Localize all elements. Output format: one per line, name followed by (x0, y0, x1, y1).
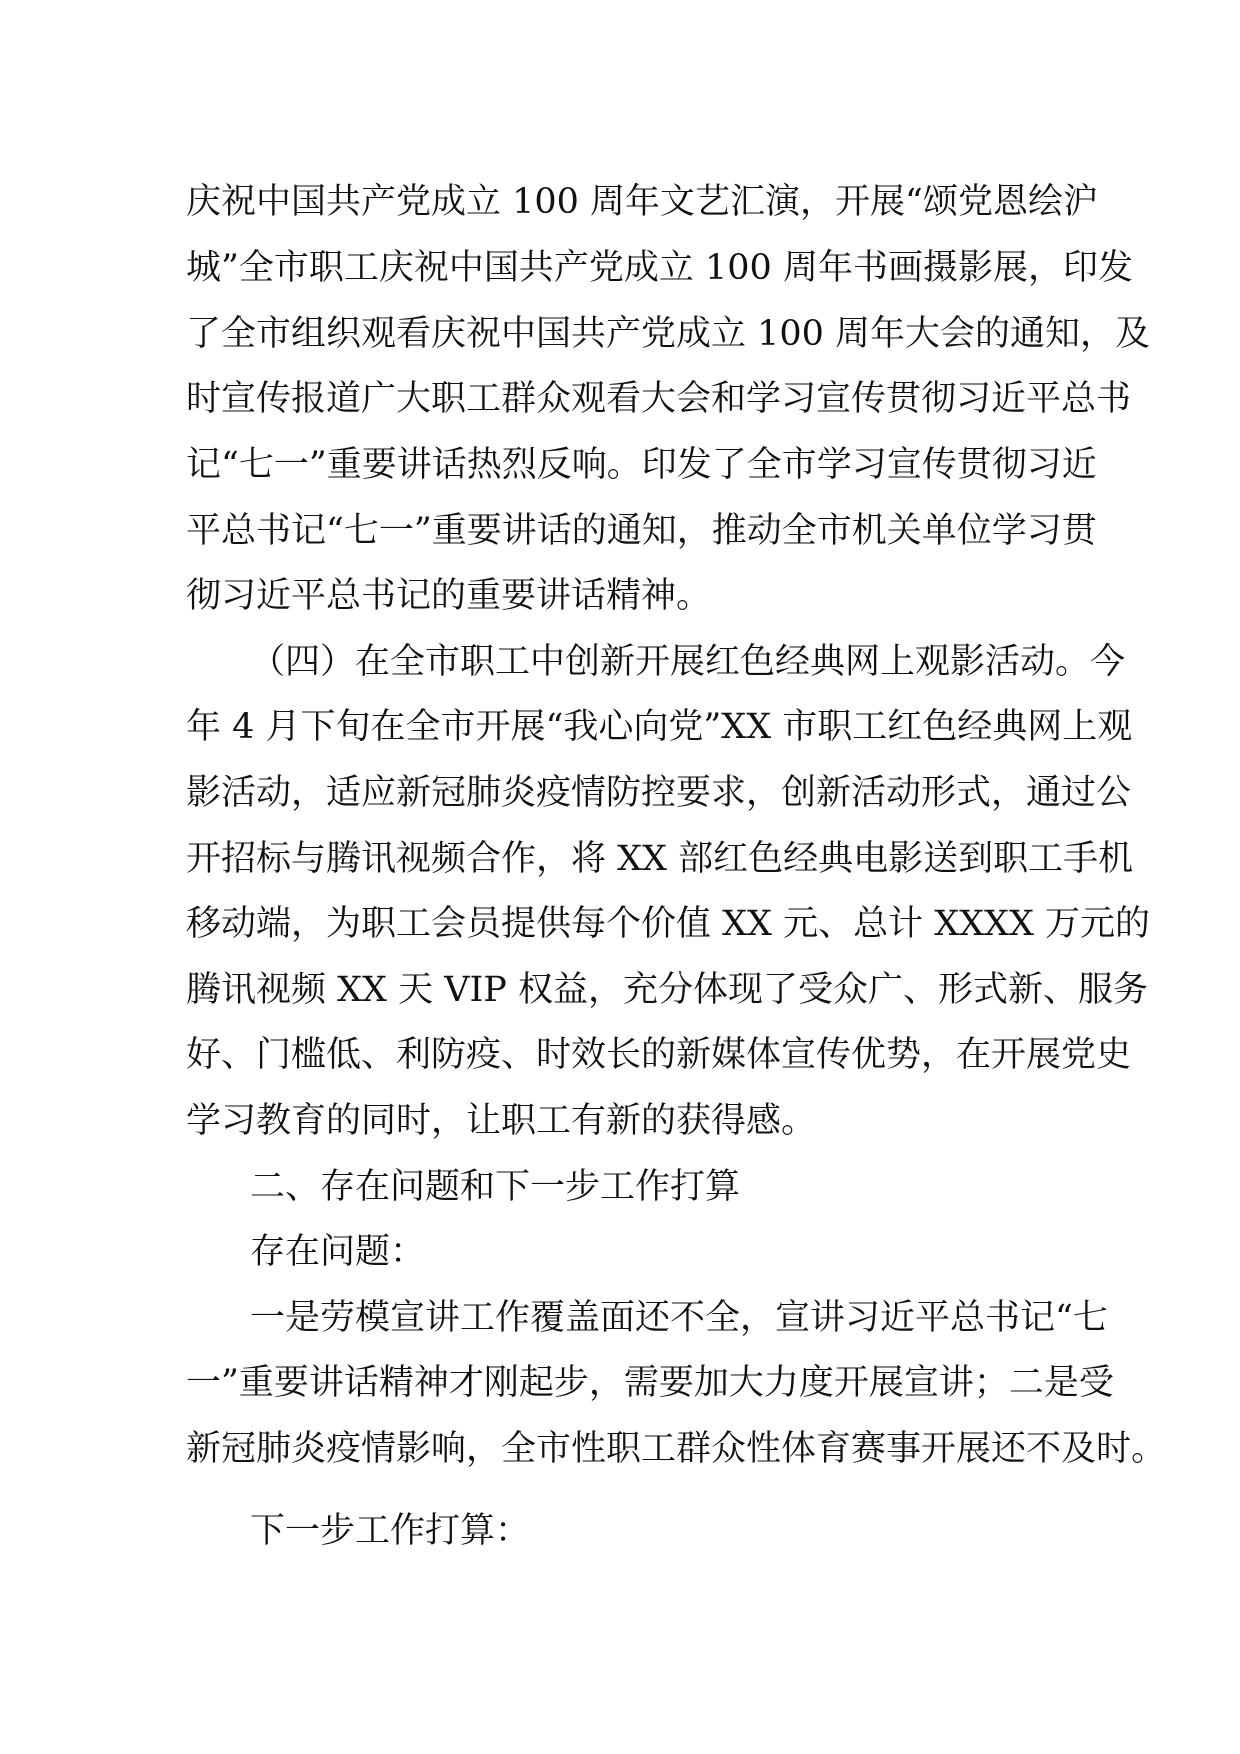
text-line: 一”重要讲话精神才刚起步，需要加大力度开展宣讲；二是受 (186, 1363, 1114, 1403)
text-line: 了全市组织观看庆祝中国共产党成立 100 周年大会的通知，及 (186, 314, 1151, 354)
text-line: 平总书记“七一”重要讲话的通知，推动全市机关单位学习贯 (186, 511, 1097, 551)
text-line: 年 4 月下旬在全市开展“我心向党”XX 市职工红色经典网上观 (186, 707, 1133, 747)
text-line: 记“七一”重要讲话热烈反响。印发了全市学习宣传贯彻习近 (186, 445, 1097, 485)
text-line: 好、门槛低、利防疫、时效长的新媒体宣传优势，在开展党史 (186, 1035, 1132, 1075)
text-line: 开招标与腾讯视频合作，将 XX 部红色经典电影送到职工手机 (186, 839, 1134, 879)
text-line: 学习教育的同时，让职工有新的获得感。 (186, 1101, 817, 1141)
text-line: 移动端，为职工会员提供每个价值 XX 元、总计 XXXX 万元的 (186, 904, 1151, 944)
text-line: 一是劳模宣讲工作覆盖面还不全，宣讲习近平总书记“七 (250, 1298, 1108, 1338)
text-line: 影活动，适应新冠肺炎疫情防控要求，创新活动形式，通过公 (186, 773, 1132, 813)
text-line: 城”全市职工庆祝中国共产党成立 100 周年书画摄影展，印发 (186, 248, 1133, 288)
text-line: 彻习近平总书记的重要讲话精神。 (186, 576, 712, 616)
section-heading-four: （四）在全市职工中创新开展红色经典网上观影活动。今 (250, 642, 1126, 682)
section-heading-two: 二、存在问题和下一步工作打算 (250, 1167, 741, 1207)
text-line: 腾讯视频 XX 天 VIP 权益，充分体现了受众广、形式新、服务 (186, 970, 1148, 1010)
subheading-problems: 存在问题： (250, 1232, 426, 1272)
text-line: 庆祝中国共产党成立 100 周年文艺汇演，开展“颂党恩绘沪 (186, 182, 1098, 222)
subheading-next-steps: 下一步工作打算： (250, 1511, 531, 1551)
text-line: 时宣传报道广大职工群众观看大会和学习宣传贯彻习近平总书 (186, 379, 1132, 419)
text-line: 新冠肺炎疫情影响，全市性职工群众性体育赛事开展还不及时。 (186, 1429, 1167, 1469)
